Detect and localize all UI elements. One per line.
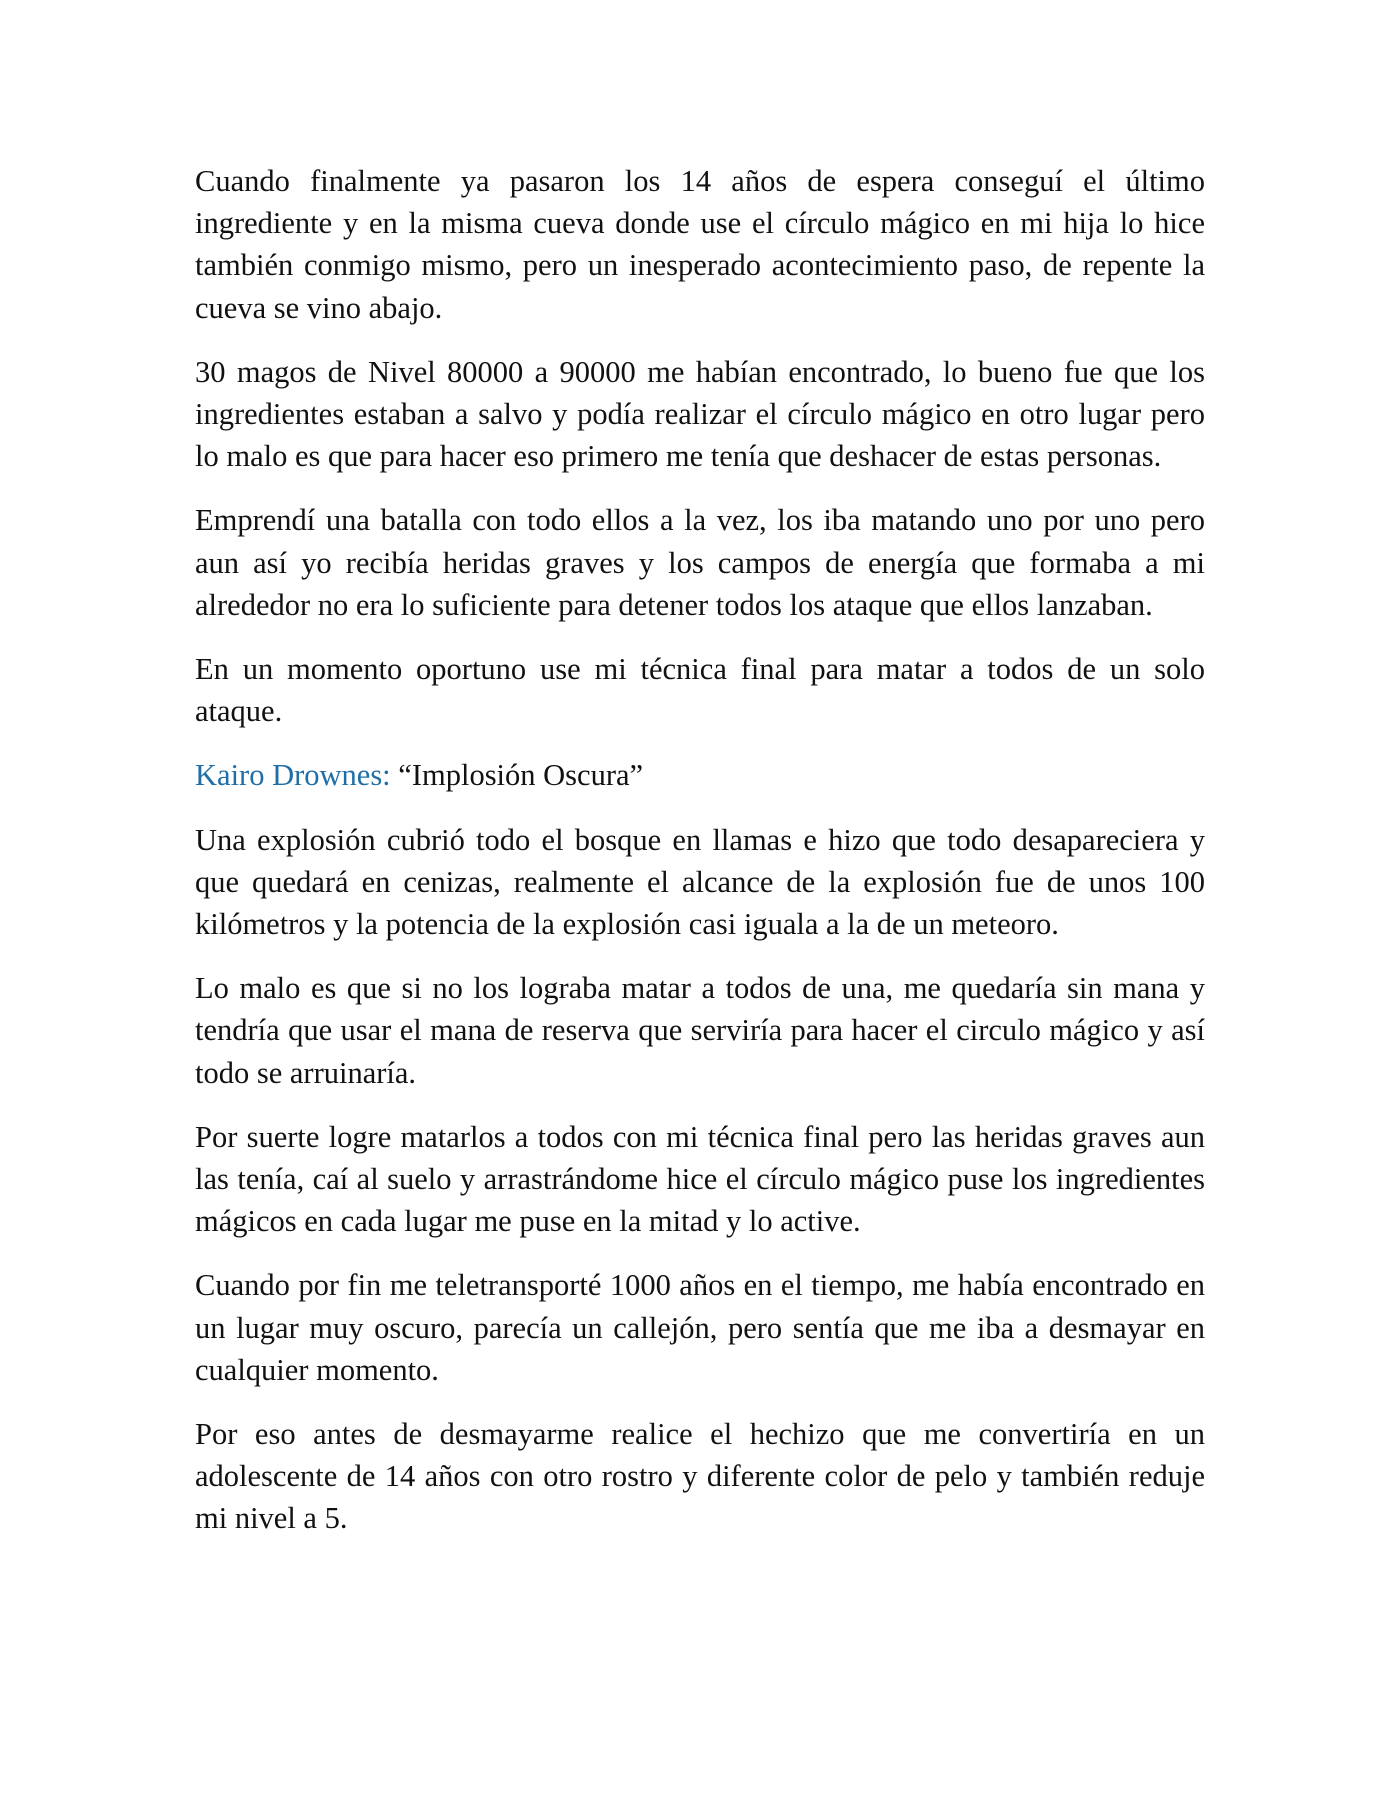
paragraph: Por suerte logre matarlos a todos con mi técnica final pero las heridas graves aun las tenía, caí al suelo y arrastrándome hice el círculo mágico puse los ingredientes mágicos en cada lugar me puse en la mitad y lo active. (195, 1119, 1205, 1239)
paragraph: Lo malo es que si no los lograba matar a todos de una, me quedaría sin mana y tendría que usar el mana de reserva que serviría para hacer el circulo mágico y así todo se arruinaría. (195, 971, 1205, 1090)
document-page (195, 160, 1205, 1562)
paragraph: Cuando finalmente ya pasaron los 14 años de espera conseguí el último ingrediente y en la misma cueva donde use el círculo mágico en mi hija lo hice también conmigo mismo, pero un inesperado acontecimiento paso, de repente la cueva se vino abajo. (195, 164, 1205, 325)
paragraph: En un momento oportuno use mi técnica final para matar a todos de un solo ataque. (195, 652, 1205, 729)
dialogue-text: “Implosión Oscura” (390, 758, 644, 793)
speaker-name: Kairo Drownes: (195, 758, 391, 793)
paragraph: Cuando por fin me teletransporté 1000 años en el tiempo, me había encontrado en un lugar muy oscuro, parecía un callejón, pero sentía que me iba a desmayar en cualquier momento. (195, 1268, 1205, 1387)
paragraph: Emprendí una batalla con todo ellos a la vez, los iba matando uno por uno pero aun así yo recibía heridas graves y los campos de energía que formaba a mi alrededor no era lo suficiente para detener todos los ataque que ellos lanzaban. (195, 503, 1205, 622)
dialogue-line (195, 754, 1205, 796)
paragraph: Por eso antes de desmayarme realice el hechizo que me convertiría en un adolescente de 14 años con otro rostro y diferente color de pelo y también reduje mi nivel a 5. (195, 1417, 1205, 1536)
paragraph: 30 magos de Nivel 80000 a 90000 me habían encontrado, lo bueno fue que los ingredientes estaban a salvo y podía realizar el círculo mágico en otro lugar pero lo malo es que para hacer eso primero me tenía que deshacer de estas personas. (195, 354, 1205, 474)
paragraph: Una explosión cubrió todo el bosque en llamas e hizo que todo desapareciera y que quedará en cenizas, realmente el alcance de la explosión fue de unos 100 kilómetros y la potencia de la explosión casi iguala a la de un meteoro. (195, 822, 1205, 942)
